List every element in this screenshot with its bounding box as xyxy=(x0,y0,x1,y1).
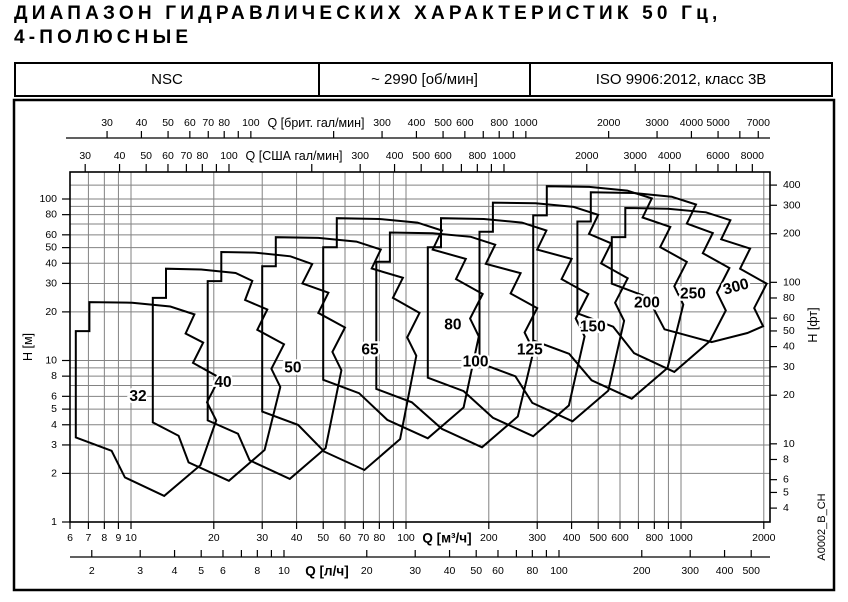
page-title-line2: 4-ПОЛЮСНЫЕ xyxy=(14,27,193,48)
axis-h-ft-tick-label: 10 xyxy=(783,437,795,450)
axis-q-m3h-tick-label: 300 xyxy=(528,532,546,544)
axis-q-ls-title: Q [л/ч] xyxy=(305,563,349,579)
axis-h-ft-title: H [фт] xyxy=(806,307,820,343)
header-speed: ~ 2990 [об/мин] xyxy=(320,64,531,95)
axis-h-ft-tick-label: 20 xyxy=(783,389,795,402)
axis-q-imp-gpm-tick-label: 300 xyxy=(373,117,391,129)
axis-q-us-gpm-tick-label: 300 xyxy=(351,150,369,162)
axis-q-us-gpm-title: Q [США гал/мин] xyxy=(245,149,343,163)
axis-h-m-tick-label: 5 xyxy=(51,403,57,416)
axis-q-imp-gpm-tick-label: 60 xyxy=(184,117,196,129)
axis-q-ls-tick-label: 20 xyxy=(360,565,373,577)
axis-q-us-gpm-tick-label: 50 xyxy=(140,150,153,162)
axis-q-us-gpm-tick-label: 60 xyxy=(162,150,174,162)
pump-region-32-label: 32 xyxy=(129,387,147,405)
axis-q-imp-gpm-tick-label: 600 xyxy=(456,117,474,129)
axis-q-ls-tick-label: 200 xyxy=(633,565,651,577)
axis-q-m3h-tick-label: 30 xyxy=(256,532,269,544)
axis-q-m3h-tick-label: 2000 xyxy=(752,532,776,544)
header-standard: ISO 9906:2012, класс 3В xyxy=(595,71,767,88)
axis-q-imp-gpm-tick-label: 800 xyxy=(490,117,508,129)
axis-q-us-gpm-tick-label: 6000 xyxy=(706,150,730,162)
pump-regions xyxy=(76,186,767,496)
pump-region-150-label: 150 xyxy=(579,318,606,336)
axis-h-m-tick-label: 4 xyxy=(51,418,57,431)
axis-h-m-tick-label: 60 xyxy=(45,228,57,241)
axis-q-m3h-tick-label: 200 xyxy=(480,532,498,544)
axis-h-ft-tick-label: 50 xyxy=(783,324,795,337)
pump-region-65-label: 65 xyxy=(361,341,379,359)
pump-region-250-outline xyxy=(577,192,729,372)
header-series-name: NSC xyxy=(16,64,320,95)
pump-region-250-label: 250 xyxy=(679,285,706,303)
axis-q-imp-gpm-tick-label: 500 xyxy=(434,117,452,129)
axis-q-ls-tick-label: 2 xyxy=(88,565,95,577)
pump-region-40-label: 40 xyxy=(214,374,232,392)
axis-q-us-gpm-tick-label: 4000 xyxy=(657,150,682,162)
pump-region-200-label: 200 xyxy=(634,294,660,312)
axis-q-imp-gpm-tick-label: 7000 xyxy=(746,117,770,129)
axis-h-ft-tick-label: 400 xyxy=(783,179,801,192)
pump-region-65-outline xyxy=(262,237,419,470)
axis-h-m-tick-label: 20 xyxy=(45,305,57,318)
axis-q-ls-tick-label: 300 xyxy=(681,565,699,577)
pump-region-300-label: 300 xyxy=(721,275,751,299)
axis-q-imp-gpm-tick-label: 40 xyxy=(135,117,148,129)
axis-q-us-gpm-tick-label: 70 xyxy=(180,150,193,162)
pump-region-100-outline xyxy=(376,233,537,448)
axis-h-m-tick-label: 100 xyxy=(39,193,57,205)
axis-q-m3h-tick-label: 6 xyxy=(67,532,73,544)
axis-h-ft-tick-label: 100 xyxy=(783,276,801,289)
axis-q-m3h-tick-label: 70 xyxy=(357,532,370,544)
axis-q-us-gpm-tick-label: 30 xyxy=(79,150,92,162)
axis-q-imp-gpm-tick-label: 400 xyxy=(407,117,426,129)
axis-q-m3h xyxy=(67,522,776,546)
axis-q-m3h-tick-label: 500 xyxy=(589,532,607,544)
axis-q-imp-gpm-tick-label: 5000 xyxy=(706,117,730,129)
axis-q-imp-gpm-tick-label: 30 xyxy=(101,117,113,129)
axis-q-us-gpm-tick-label: 400 xyxy=(385,150,404,162)
axis-q-ls-tick-label: 3 xyxy=(137,565,144,577)
axis-h-m-tick-label: 30 xyxy=(45,277,57,290)
axis-q-imp-gpm-tick-label: 2000 xyxy=(596,117,621,129)
pump-region-300-outline xyxy=(612,208,767,342)
axis-q-m3h-tick-label: 20 xyxy=(207,532,220,544)
page-title-line1: ДИАПАЗОН ГИДРАВЛИЧЕСКИХ ХАРАКТЕРИСТИК 50 Гц, xyxy=(14,3,722,24)
axis-q-ls-tick-label: 30 xyxy=(409,565,422,577)
axis-h-m-tick-label: 40 xyxy=(45,257,57,270)
axis-h-ft-tick-label: 300 xyxy=(783,199,801,212)
axis-q-imp-gpm xyxy=(66,116,770,138)
axis-q-imp-gpm-tick-label: 70 xyxy=(202,117,215,129)
axis-q-ls-tick-label: 5 xyxy=(198,565,205,577)
axis-q-m3h-tick-label: 80 xyxy=(373,532,386,544)
axis-q-us-gpm-tick-label: 40 xyxy=(113,150,126,162)
axis-q-us-gpm xyxy=(79,149,764,172)
axis-h-m xyxy=(21,193,70,528)
axis-q-imp-gpm-tick-label: 50 xyxy=(162,117,174,129)
axis-q-us-gpm-tick-label: 600 xyxy=(434,150,452,162)
axis-q-us-gpm-tick-label: 80 xyxy=(196,150,209,162)
pump-region-80-label: 80 xyxy=(444,316,462,334)
axis-q-m3h-tick-label: 60 xyxy=(339,532,351,544)
axis-q-m3h-tick-label: 9 xyxy=(115,532,122,544)
axis-q-ls xyxy=(70,550,770,579)
axis-q-ls-tick-label: 80 xyxy=(526,565,539,577)
axis-q-imp-gpm-tick-label: 100 xyxy=(242,117,260,129)
axis-q-us-gpm-tick-label: 8000 xyxy=(740,150,765,162)
axis-h-m-tick-label: 50 xyxy=(45,241,57,254)
axis-q-m3h-tick-label: 800 xyxy=(645,532,664,544)
axis-q-ls-tick-label: 4 xyxy=(171,565,178,577)
axis-h-ft-tick-label: 8 xyxy=(783,453,789,466)
axis-h-m-tick-label: 80 xyxy=(45,208,57,221)
axis-q-us-gpm-tick-label: 3000 xyxy=(623,150,647,162)
axis-h-m-tick-label: 3 xyxy=(51,438,57,451)
axis-h-m-tick-label: 8 xyxy=(51,370,57,383)
axis-q-ls-tick-label: 100 xyxy=(550,565,568,577)
axis-q-m3h-tick-label: 600 xyxy=(611,532,629,544)
axis-q-us-gpm-tick-label: 500 xyxy=(412,150,430,162)
axis-q-imp-gpm-tick-label: 1000 xyxy=(514,117,538,129)
axis-h-ft-tick-label: 30 xyxy=(783,360,795,373)
axis-h-m-tick-label: 1 xyxy=(51,516,57,528)
axis-h-ft-tick-label: 6 xyxy=(783,473,789,486)
axis-q-m3h-tick-label: 40 xyxy=(290,532,303,544)
drawing-code: A0002_B_CH xyxy=(816,493,828,561)
axis-q-imp-gpm-title: Q [брит. гал/мин] xyxy=(267,116,365,130)
pump-region-50-label: 50 xyxy=(284,359,302,377)
axis-q-m3h-tick-label: 50 xyxy=(317,532,330,544)
axis-q-ls-tick-label: 500 xyxy=(742,565,760,577)
axis-q-us-gpm-tick-label: 1000 xyxy=(492,150,516,162)
axis-h-m-tick-label: 6 xyxy=(51,390,57,403)
axis-q-ls-tick-label: 60 xyxy=(492,565,504,577)
axis-q-ls-tick-label: 6 xyxy=(220,565,226,577)
axis-h-ft-tick-label: 60 xyxy=(783,312,795,325)
axis-h-ft-tick-label: 40 xyxy=(783,340,795,353)
axis-q-imp-gpm-tick-label: 4000 xyxy=(679,117,704,129)
pump-region-100-label: 100 xyxy=(462,353,489,371)
axis-q-us-gpm-tick-label: 2000 xyxy=(575,150,599,162)
axis-h-ft-tick-label: 200 xyxy=(783,227,801,240)
axis-q-us-gpm-tick-label: 100 xyxy=(220,150,238,162)
axis-h-m-title: H [м] xyxy=(21,332,35,362)
axis-q-m3h-tick-label: 10 xyxy=(125,532,137,544)
axis-q-imp-gpm-tick-label: 3000 xyxy=(645,117,669,129)
axis-q-m3h-tick-label: 400 xyxy=(562,532,581,544)
axis-h-ft-tick-label: 80 xyxy=(783,291,795,304)
pump-region-125-label: 125 xyxy=(516,341,543,359)
axis-q-ls-tick-label: 40 xyxy=(443,565,456,577)
axis-h-m-tick-label: 10 xyxy=(45,354,57,367)
axis-h-ft-tick-label: 5 xyxy=(783,486,789,499)
axis-q-ls-tick-label: 400 xyxy=(715,565,734,577)
chart-outer-border xyxy=(14,100,834,590)
axis-q-m3h-tick-label: 100 xyxy=(397,532,415,544)
axis-q-us-gpm-tick-label: 800 xyxy=(468,150,487,162)
axis-h-m-tick-label: 2 xyxy=(51,467,57,480)
axis-q-m3h-tick-label: 8 xyxy=(101,532,108,544)
axis-q-m3h-title: Q [м³/ч] xyxy=(422,530,472,546)
axis-q-m3h-tick-label: 1000 xyxy=(669,532,693,544)
axis-q-ls-tick-label: 50 xyxy=(470,565,483,577)
axis-q-imp-gpm-tick-label: 80 xyxy=(218,117,231,129)
axis-q-m3h-tick-label: 7 xyxy=(85,532,92,544)
axis-h-ft-tick-label: 4 xyxy=(783,502,789,515)
axis-h-ft xyxy=(770,179,820,514)
axis-q-ls-tick-label: 8 xyxy=(254,565,261,577)
axis-q-ls-tick-label: 10 xyxy=(278,565,290,577)
